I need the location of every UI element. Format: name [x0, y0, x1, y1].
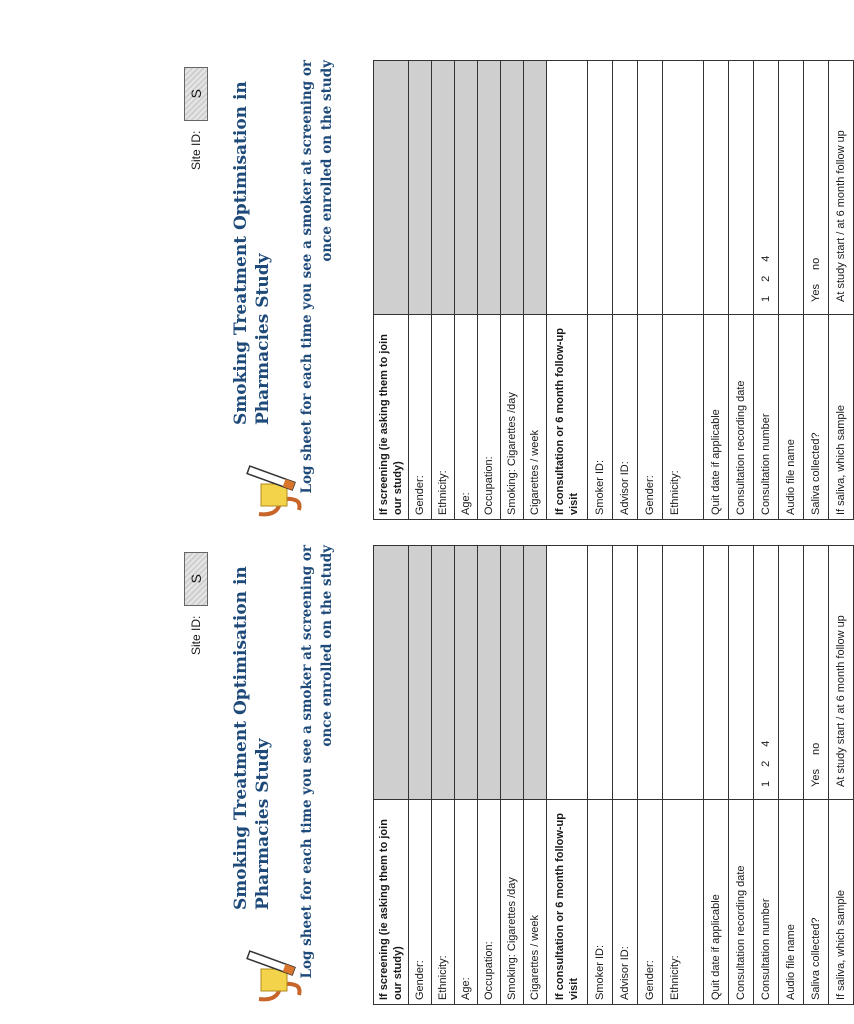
occupation-row — [477, 61, 500, 519]
screening-header-row — [374, 61, 408, 519]
log-table — [373, 545, 854, 1005]
recording-date-field[interactable] — [729, 546, 753, 799]
recording-date-label: Consultation recording date — [729, 314, 753, 519]
form-title: Smoking Treatment Optimisation in Pharmacies Study — [231, 566, 273, 910]
gender-2-field[interactable] — [638, 61, 662, 314]
smoker-id-label: Smoker ID: — [588, 799, 612, 1004]
consultation-header-row — [546, 61, 587, 519]
ethnicity-row — [431, 61, 454, 519]
saliva-label: Saliva collected? — [804, 799, 828, 1004]
screening-header-value — [374, 61, 408, 314]
occupation-label: Occupation: — [478, 314, 500, 519]
saliva-sample-label: If saliva, which sample — [829, 799, 853, 1004]
consultation-option-1[interactable]: 1 — [760, 780, 772, 787]
consultation-option-2[interactable]: 2 — [760, 760, 772, 767]
consultation-header-value — [547, 61, 587, 314]
screening-header: If screening (ie asking them to join our study) — [374, 799, 408, 1004]
gender-field[interactable] — [409, 546, 431, 799]
cigarettes-week-row — [523, 61, 546, 519]
smoker-cigarette-logo-icon — [245, 460, 305, 520]
audio-file-label: Audio file name — [779, 314, 803, 519]
advisor-id-row — [612, 546, 637, 1004]
saliva-sample-value[interactable]: At study start / at 6 month follow up — [835, 130, 847, 302]
audio-file-field[interactable] — [779, 61, 803, 314]
ethnicity-2-label: Ethnicity: — [663, 799, 703, 1004]
advisor-id-label: Advisor ID: — [613, 799, 637, 1004]
occupation-label: Occupation: — [478, 799, 500, 1004]
audio-file-row — [778, 61, 803, 519]
consultation-number-row — [753, 61, 778, 519]
saliva-sample-value[interactable]: At study start / at 6 month follow up — [835, 615, 847, 787]
consultation-number-options — [754, 546, 778, 799]
site-id-field[interactable]: S — [184, 552, 208, 606]
cigarettes-day-field[interactable] — [501, 546, 523, 799]
site-id-field[interactable]: S — [184, 67, 208, 121]
consultation-option-4[interactable]: 4 — [760, 255, 772, 262]
consultation-number-label: Consultation number — [754, 314, 778, 519]
smoker-id-field[interactable] — [588, 546, 612, 799]
occupation-field[interactable] — [478, 546, 500, 799]
saliva-option-yes[interactable]: Yes — [810, 284, 822, 302]
cigarettes-week-field[interactable] — [524, 61, 546, 314]
saliva-label: Saliva collected? — [804, 314, 828, 519]
age-row — [454, 61, 477, 519]
ethnicity-2-field[interactable] — [663, 546, 703, 799]
consultation-header-value — [547, 546, 587, 799]
consultation-option-4[interactable]: 4 — [760, 740, 772, 747]
quit-date-field[interactable] — [704, 546, 728, 799]
gender-2-label: Gender: — [638, 314, 662, 519]
quit-date-label: Quit date if applicable — [704, 799, 728, 1004]
quit-date-field[interactable] — [704, 61, 728, 314]
saliva-sample-label: If saliva, which sample — [829, 314, 853, 519]
cigarettes-day-label: Smoking: Cigarettes /day — [501, 314, 523, 519]
occupation-row — [477, 546, 500, 1004]
gender-2-field[interactable] — [638, 546, 662, 799]
recording-date-label: Consultation recording date — [729, 799, 753, 1004]
quit-date-row — [703, 546, 728, 1004]
recording-date-row — [728, 546, 753, 1004]
consultation-number-row — [753, 546, 778, 1004]
ethnicity-row — [431, 546, 454, 1004]
ethnicity-2-label: Ethnicity: — [663, 314, 703, 519]
cigarettes-day-field[interactable] — [501, 61, 523, 314]
site-id-label: Site ID: — [189, 130, 203, 170]
screening-header: If screening (ie asking them to join our study) — [374, 314, 408, 519]
ethnicity-label: Ethnicity: — [432, 799, 454, 1004]
consultation-header-row — [546, 546, 587, 1004]
ethnicity-2-row — [662, 546, 703, 1004]
cigarettes-week-label: Cigarettes / week — [524, 314, 546, 519]
screening-header-row — [374, 546, 408, 1004]
gender-2-row — [637, 61, 662, 519]
age-field[interactable] — [455, 546, 477, 799]
consultation-number-label: Consultation number — [754, 799, 778, 1004]
gender-label: Gender: — [409, 799, 431, 1004]
log-table — [373, 60, 854, 520]
advisor-id-field[interactable] — [613, 61, 637, 314]
recording-date-row — [728, 61, 753, 519]
smoker-id-label: Smoker ID: — [588, 314, 612, 519]
occupation-field[interactable] — [478, 61, 500, 314]
audio-file-field[interactable] — [779, 546, 803, 799]
consultation-header: If consultation or 6 month follow-up visit — [547, 799, 587, 1004]
recording-date-field[interactable] — [729, 61, 753, 314]
consultation-option-2[interactable]: 2 — [760, 275, 772, 282]
cigarettes-week-label: Cigarettes / week — [524, 799, 546, 1004]
smoker-cigarette-logo-icon — [245, 945, 305, 1005]
gender-2-label: Gender: — [638, 799, 662, 1004]
saliva-row — [803, 546, 828, 1004]
saliva-option-no[interactable]: no — [810, 257, 822, 271]
saliva-row — [803, 61, 828, 519]
site-id — [185, 67, 207, 170]
consultation-option-1[interactable]: 1 — [760, 295, 772, 302]
site-id — [185, 552, 207, 655]
ethnicity-field[interactable] — [432, 546, 454, 799]
ethnicity-2-field[interactable] — [663, 61, 703, 314]
gender-field[interactable] — [409, 61, 431, 314]
form-title: Smoking Treatment Optimisation in Pharmacies Study — [231, 81, 273, 425]
age-field[interactable] — [455, 61, 477, 314]
consultation-number-options — [754, 61, 778, 314]
smoker-id-row — [587, 546, 612, 1004]
form-subtitle: Log sheet for each time you see a smoker at screening or once enrolled on the study — [299, 545, 335, 979]
screening-header-value — [374, 546, 408, 799]
consultation-header: If consultation or 6 month follow-up visit — [547, 314, 587, 519]
ethnicity-label: Ethnicity: — [432, 314, 454, 519]
form-subtitle: Log sheet for each time you see a smoker at screening or once enrolled on the study — [299, 60, 335, 494]
log-sheet-form-2 — [185, 60, 847, 520]
smoker-id-row — [587, 61, 612, 519]
saliva-options — [804, 546, 828, 799]
cigarettes-week-row — [523, 546, 546, 1004]
cigarettes-week-field[interactable] — [524, 546, 546, 799]
saliva-option-yes[interactable]: Yes — [810, 769, 822, 787]
ethnicity-2-row — [662, 61, 703, 519]
gender-2-row — [637, 546, 662, 1004]
ethnicity-field[interactable] — [432, 61, 454, 314]
form-header — [185, 60, 365, 520]
site-id-label: Site ID: — [189, 615, 203, 655]
cigarettes-day-row — [500, 61, 523, 519]
audio-file-row — [778, 546, 803, 1004]
gender-row — [408, 546, 431, 1004]
advisor-id-label: Advisor ID: — [613, 314, 637, 519]
form-header — [185, 545, 365, 1005]
cigarettes-day-label: Smoking: Cigarettes /day — [501, 799, 523, 1004]
age-label: Age: — [455, 314, 477, 519]
quit-date-row — [703, 61, 728, 519]
advisor-id-field[interactable] — [613, 546, 637, 799]
advisor-id-row — [612, 61, 637, 519]
age-row — [454, 546, 477, 1004]
gender-label: Gender: — [409, 314, 431, 519]
saliva-option-no[interactable]: no — [810, 742, 822, 756]
audio-file-label: Audio file name — [779, 799, 803, 1004]
log-sheet-form-1 — [185, 545, 847, 1005]
age-label: Age: — [455, 799, 477, 1004]
gender-row — [408, 61, 431, 519]
cigarettes-day-row — [500, 546, 523, 1004]
quit-date-label: Quit date if applicable — [704, 314, 728, 519]
saliva-sample-row — [828, 546, 853, 1004]
saliva-options — [804, 61, 828, 314]
saliva-sample-row — [828, 61, 853, 519]
smoker-id-field[interactable] — [588, 61, 612, 314]
